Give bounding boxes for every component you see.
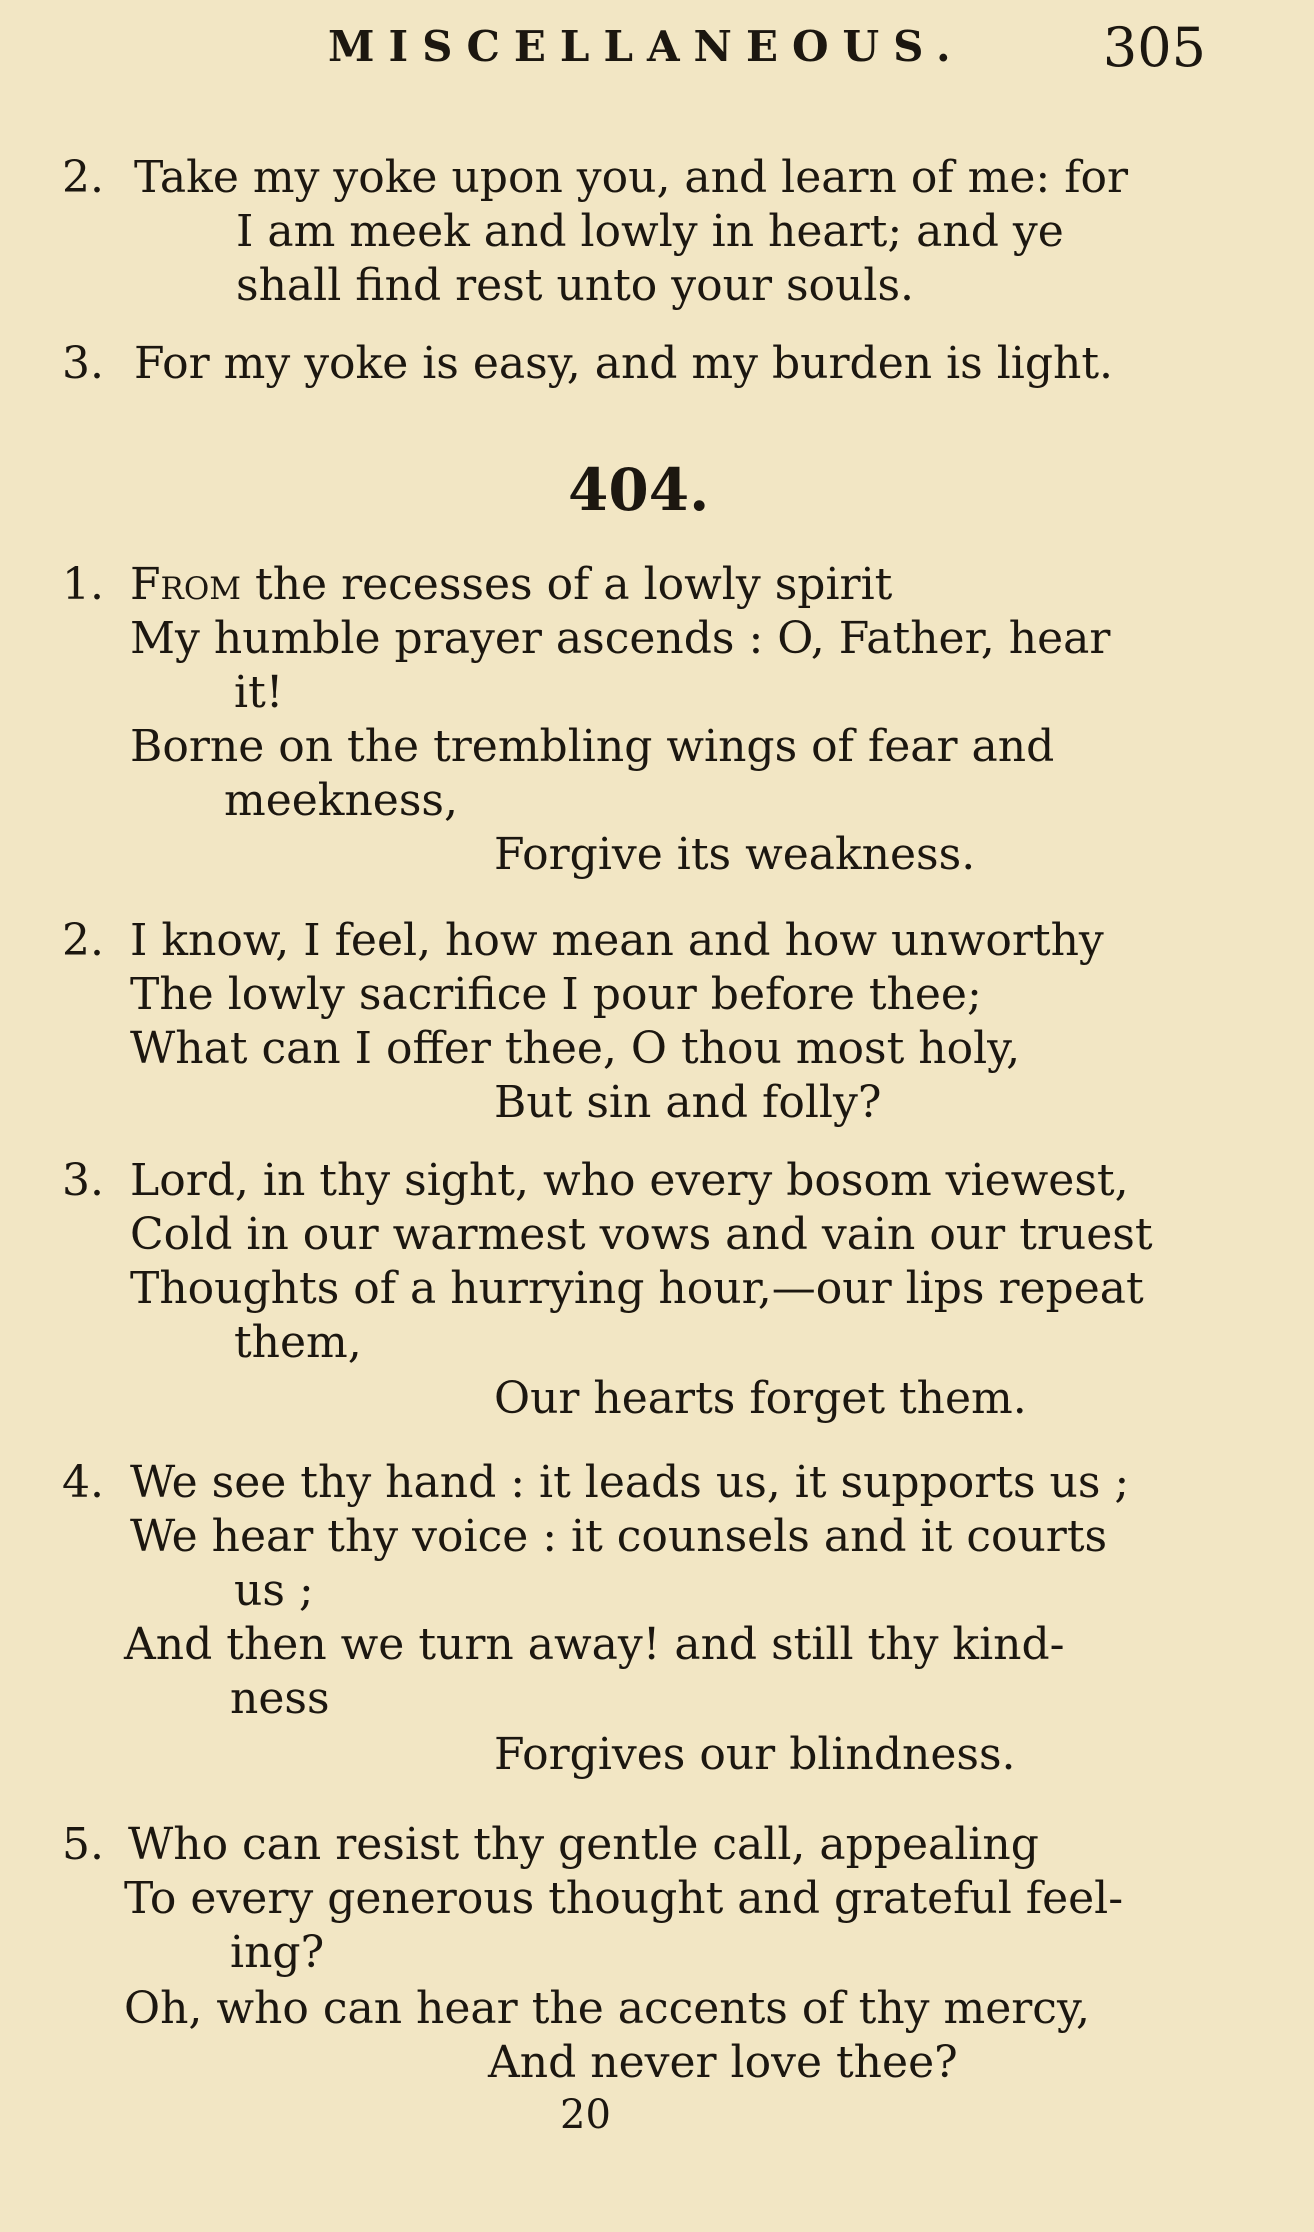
verse-line: The lowly sacrifice I pour before thee;	[130, 969, 982, 1020]
verse-line-text: the recesses of a lowly spirit	[255, 559, 893, 610]
verse-number: 5.	[62, 1819, 104, 1870]
verse-line: And never love thee?	[488, 2037, 958, 2088]
verse-line: We hear thy voice : it counsels and it courts	[130, 1511, 1108, 1562]
verse-number: 4.	[62, 1457, 104, 1508]
verse-line: We see thy hand : it leads us, it supports us ;	[130, 1457, 1130, 1508]
verse-line: I am meek and lowly in heart; and ye	[236, 206, 1064, 257]
verse-line: it!	[234, 667, 284, 718]
verse-line: ing?	[230, 1927, 325, 1978]
verse-number: 1.	[62, 559, 104, 610]
verse-number: 3.	[62, 1155, 104, 1206]
verse-line: ness	[230, 1673, 330, 1724]
verse-line: What can I offer thee, O thou most holy,	[130, 1023, 1021, 1074]
verse-line: Thoughts of a hurrying hour,—our lips repeat	[130, 1263, 1144, 1314]
verse-line: And then we turn away! and still thy kind-	[124, 1619, 1065, 1670]
running-head: MISCELLANEOUS.	[328, 22, 965, 71]
verse-line: To every generous thought and grateful feel-	[124, 1873, 1124, 1924]
verse-line: Our hearts forget them.	[494, 1373, 1027, 1424]
verse-line: I know, I feel, how mean and how unworthy	[130, 915, 1104, 966]
verse-line: Take my yoke upon you, and learn of me: for	[134, 152, 1128, 203]
verse-line: Forgives our blindness.	[494, 1729, 1016, 1780]
verse-number: 2.	[62, 152, 104, 203]
verse-line: Cold in our warmest vows and vain our truest	[130, 1209, 1153, 1260]
signature-mark: 20	[560, 2092, 611, 2138]
first-word: From	[130, 559, 242, 610]
hymn-number: 404.	[568, 456, 710, 524]
verse-line: But sin and folly?	[494, 1077, 882, 1128]
verse-line: meekness,	[224, 775, 458, 826]
verse-line: Oh, who can hear the accents of thy mercy,	[124, 1983, 1090, 2034]
verse-line: shall find rest unto your souls.	[236, 260, 915, 311]
verse-line: Forgive its weakness.	[494, 829, 976, 880]
verse-line: For my yoke is easy, and my burden is light.	[134, 338, 1114, 389]
verse-line: them,	[234, 1317, 362, 1368]
verse-line: Lord, in thy sight, who every bosom viewest,	[130, 1155, 1129, 1206]
verse-line: us ;	[234, 1565, 314, 1616]
verse-line: Borne on the trembling wings of fear and	[130, 721, 1055, 772]
page-number: 305	[1102, 16, 1206, 79]
verse-number: 2.	[62, 915, 104, 966]
verse-number: 3.	[62, 338, 104, 389]
verse-line: My humble prayer ascends : O, Father, hear	[130, 613, 1111, 664]
verse-line: Who can resist thy gentle call, appealing	[128, 1819, 1039, 1870]
verse-line	[130, 558, 892, 612]
